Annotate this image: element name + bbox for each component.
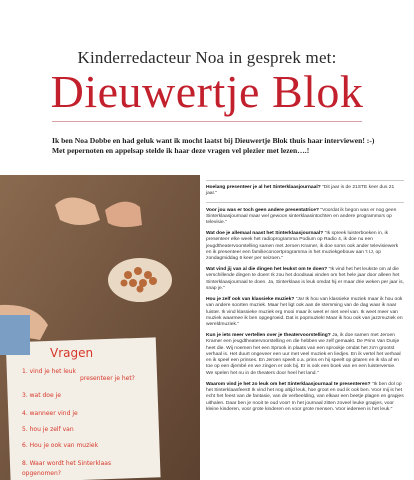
answer: Ja, ik doe samen met Jeroen Kramer een jeugdtheatervoorstelling en die hebben we zelf gemaakt. De Prins Van Dunje heet die. Wij noemen het een Sprook in plaats van een sprookje omdat het zo'n grootst verhaal is. Het duurt ongeveer een uur met veel muziek en liedjes. En ik vertel het verhaal en ik speel een prinses. En Jeroen speelt o.a. prins en hij speelt op gitaren en ik sla af en toe op een djembé en we zingen er ook bij. Er is ook een boek van en een luisterversie. We spelen het nu in de theaters door heel het land.": [206, 332, 401, 376]
intro-line-1: Ik ben Noa Dobbe en had geluk want ik mocht laatst bij Dieuwertje Blok thuis haar interviewen! :-): [52, 136, 375, 145]
qa-item: [206, 297, 404, 328]
question: Hou je zelf ook van klassieke muziek?: [206, 296, 295, 302]
bowl: [108, 258, 172, 302]
photo-illustration: [0, 175, 200, 480]
poster-line: 4. wanneer vind je: [22, 410, 78, 417]
answer: "Ja! Ik hou van klassieke muziek maar ik hou ook van andere soorten muziek. Maar het ligt ook aan de stemming van de dag waar ik naar luister. Ik vind klassieke muziek erg mooi maar ik weet er niet veel van. Ik weet meer van muziek waarmee ik ben opgegroeid. Dat is popmuziek! Maar ik hou ook van jazzmuziek en wereldmuziek.": [206, 296, 403, 328]
page-subtitle: Kinderredacteur Noa in gesprek met:: [77, 48, 337, 67]
poster-line: 6. Hou je ook van muziek: [22, 442, 99, 449]
qa-item: [206, 208, 404, 227]
intro-line-2: Met pepernoten en appelsap stelde ik haar deze vragen vel plezier met lezen….!: [52, 146, 310, 155]
poster-line: 5. hou je zelf van: [22, 426, 74, 433]
answer: "Ik vind het het leukste om al die verschillende dingen te doen! Ik zou het doodsaai vinden om het hele jaar door alleen het Sinterklaasjournaal te doen. Ja, Sinterklaas is leuk omdat hij er maar drie weken per jaar is, snap je.": [206, 267, 404, 292]
article-rule: [206, 180, 404, 181]
poster-line: presenteer je het?: [80, 375, 135, 382]
answer: "Dit jaar is de 21STE keer dus 21 jaar.": [206, 185, 395, 197]
interview-article: [206, 180, 404, 418]
question: Wat vind jij van al die dingen het leukst om te doen?: [206, 267, 328, 273]
qa-item: [206, 382, 404, 413]
poster-line: 3. wat doe je: [22, 392, 61, 399]
poster-line: 1. vind je het leuk: [22, 368, 77, 375]
title-rule-bottom: [52, 121, 362, 122]
question: Wat doe je allemaal naast het Sinterklaasjournaal?: [206, 231, 324, 237]
qa-item: [206, 185, 404, 198]
question: Voor jou was er toch geen andere presentatrice?: [206, 207, 319, 213]
poster-line: 8. Waar wordt het Sinterklaas: [22, 460, 112, 467]
qa-item: [206, 333, 404, 377]
poster-line: opgenomen?: [22, 470, 61, 477]
sleeve: [0, 315, 30, 355]
question: Hoelang presenteer je al het Sinterklaasjournaal?: [206, 185, 321, 191]
article-rule: [206, 202, 404, 203]
intro-text: [52, 136, 382, 156]
poster-title: Vragen: [50, 346, 94, 360]
answer: "Voordat ik begon was er nog geen Sinterklaasjournaal maar wel gewoon sinterklaasintochten en andere programma's op televisie.": [206, 207, 397, 226]
question: Kun je iets meer vertellen over je theatervoorstelling?: [206, 332, 331, 338]
answer: "Ik spreek luisterboeken in, ik presenteer elke week het radioprogramma Podium op Radio 4, ik doe nu een jeugdtheatervoorstelling samen met Jeroen Kramer, ik doe soms ook ander televisiewerk en ik presenteer een familieconcertprogramma in het muziekgebouw aan 't IJ, op zondagmiddag 6 keer per seizoen.": [206, 231, 399, 262]
interview-photo: [0, 175, 200, 480]
answer: "Ik ben dol op het Sinterklaasfeest! Ik vind het nog altijd leuk, hoe groot en oud ik ook ben. Voor mij is het echt het feest van de fantasie, van de verbeelding, van elkaar een beetje plagen en grapjes uithalen. Daar ben je nooit te oud voor! In het journaal zitten zoveel leuke grapjes, voor kleine kinderen, voor grote kinderen en voor grote mensen. Voor iedereen is het leuk.": [206, 381, 404, 412]
question: Waarom vind je het zo leuk om het Sinterklaasjournaal te presenteren?: [206, 381, 371, 387]
page-title: Dieuwertje Blok: [50, 66, 364, 117]
qa-item: [206, 267, 404, 292]
qa-item: [206, 231, 404, 262]
